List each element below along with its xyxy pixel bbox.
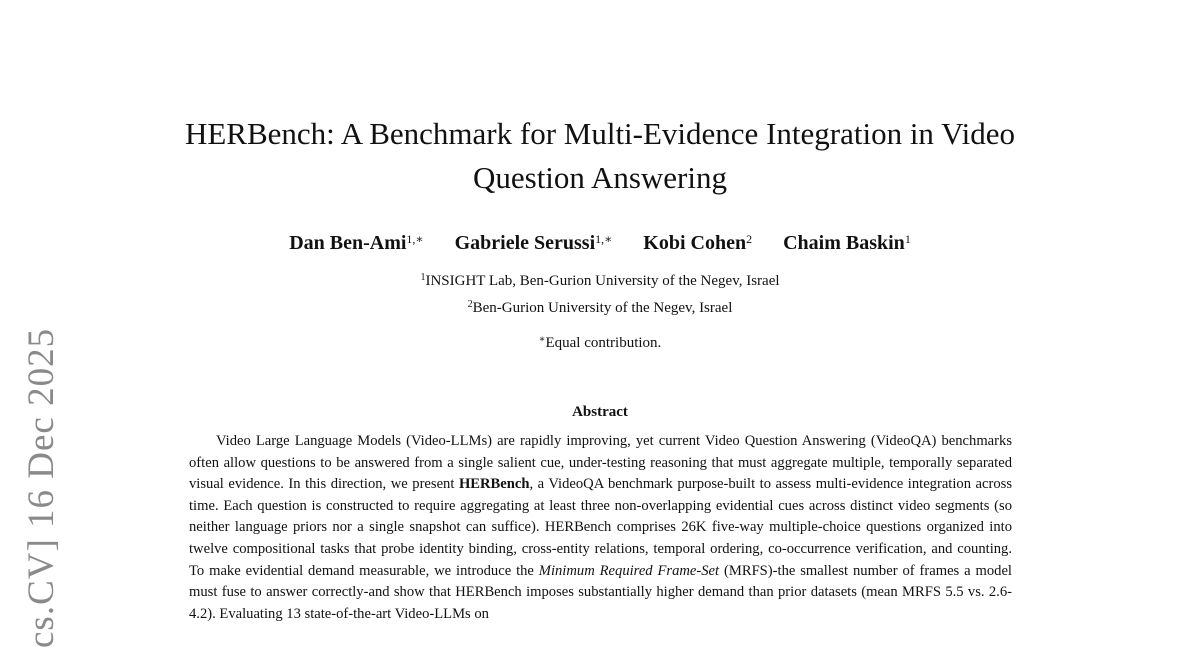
author-4: [783, 232, 911, 255]
abstract-text-2: , a VideoQA benchmark purpose-built to assess multi-evidence integration across time. Each question is constructed to require aggregating at least three non-overlapping evidential cues across distinct video segments (so neither language priors nor a single snapshot can suffice). HERBench comprises 26K five-way multiple-choice questions organized into twelve compositional tasks that probe identity binding, cross-entity relations, temporal ordering, co-occurrence verification, and counting. To make evidential demand measurable, we introduce the: [189, 476, 1012, 579]
affiliation-text: INSIGHT Lab, Ben-Gurion University of the Negev, Israel: [425, 273, 780, 289]
abstract-text-1: Video Large Language Models (Video-LLMs) are rapidly improving, yet current Video Question Answering (VideoQA) benchmarks often allow questions to be answered from a single salient cue, under-testing reasoning that must aggregate multiple, temporally separated visual evidence. In this direction, we present: [189, 433, 1012, 493]
affiliation-1: [100, 272, 1100, 290]
arxiv-identifier-stamp: cs.CV] 16 Dec 2025: [21, 327, 62, 648]
author-3: [643, 232, 752, 255]
abstract-heading: Abstract: [572, 404, 628, 420]
author-name: Gabriele Serussi: [454, 232, 596, 254]
title-line-2: Question Answering: [472, 160, 727, 195]
author-2: [455, 232, 613, 255]
abstract-text-3: (MRFS)-the smallest number of frames a model must fuse to answer correctly-and show that HERBench imposes substantially higher demand than prior datasets (mean MRFS 5.5 vs. 2.6-4.2). Evaluating 13 state-of-the-art Video-LLMs on: [189, 562, 1012, 622]
affiliation-marker: 2: [467, 299, 473, 310]
affiliation-marker: 1: [420, 272, 426, 283]
author-name: Dan Ben-Ami: [289, 232, 407, 254]
equal-contribution-text: Equal contribution.: [545, 335, 662, 351]
equal-contribution-note: [100, 334, 1100, 352]
affiliation-2: [100, 299, 1100, 317]
author-name: Chaim Baskin: [783, 232, 905, 254]
mrfs-term: Minimum Required Frame-Set: [538, 562, 720, 579]
benchmark-name: HERBench: [458, 476, 530, 493]
affiliation-text: Ben-Gurion University of the Negev, Israel: [472, 300, 733, 316]
author-name: Kobi Cohen: [643, 232, 747, 254]
author-affiliation-marker: 1,∗: [406, 232, 424, 246]
author-affiliation-marker: 1,∗: [595, 232, 613, 246]
author-affiliation-marker: 2: [746, 232, 753, 246]
author-list: [100, 232, 1100, 255]
author-1: [289, 232, 423, 255]
paper-title: [100, 112, 1100, 200]
author-affiliation-marker: 1: [904, 232, 911, 246]
equal-contribution-marker: ∗: [538, 334, 546, 345]
title-line-1: HERBench: A Benchmark for Multi-Evidence Integration in Video: [184, 116, 1016, 151]
abstract-body: [189, 431, 1012, 625]
